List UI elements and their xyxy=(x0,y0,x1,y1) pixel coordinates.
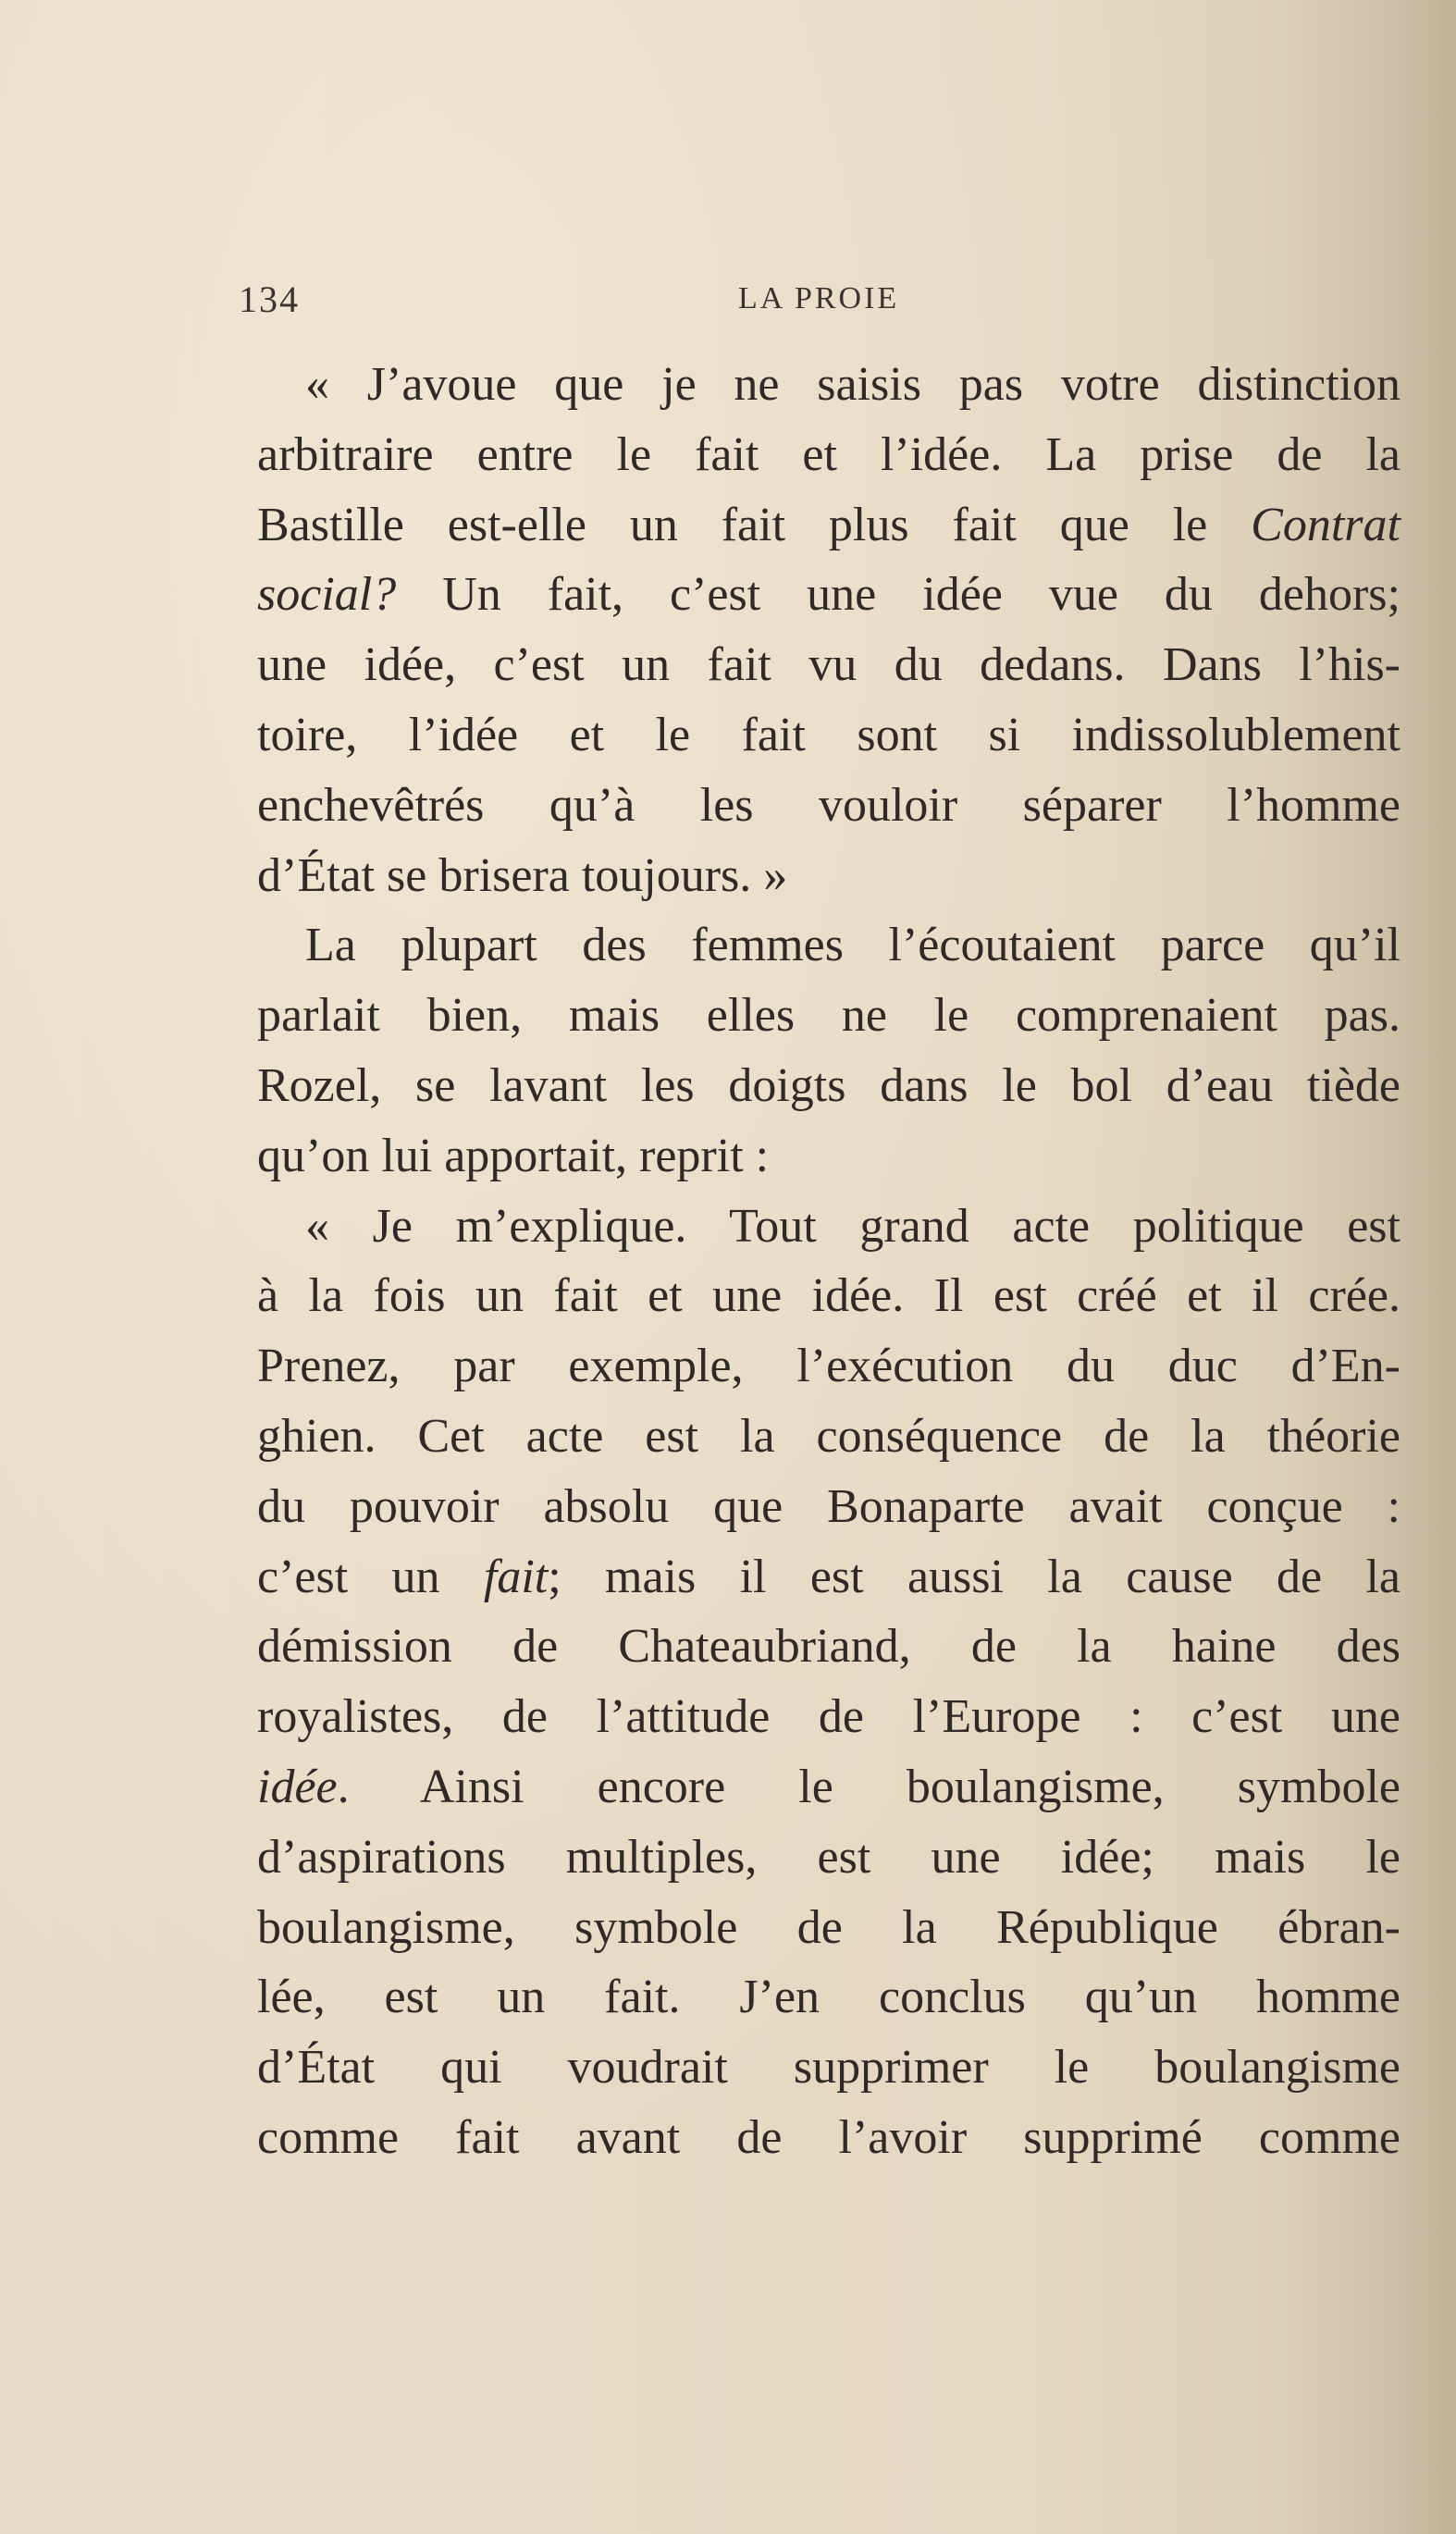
italic-word: fait xyxy=(483,1550,549,1603)
text-line: lée, est un fait. J’en conclus qu’un homme xyxy=(257,1971,1400,2024)
text-line: royalistes, de l’attitude de l’Europe : c’est une xyxy=(257,1690,1400,1744)
text-line: Rozel, se lavant les doigts dans le bol d’eau tiède xyxy=(257,1058,1400,1112)
italic-title: Contrat xyxy=(1251,498,1400,551)
text-line: social? Un fait, c’est une idée vue du dehors; xyxy=(257,568,1400,622)
running-title: LA PROIE xyxy=(738,281,900,315)
text-line: arbitraire entre le fait et l’idée. La prise de la xyxy=(257,427,1400,481)
text-line: comme fait avant de l’avoir supprimé comme xyxy=(257,2110,1400,2164)
text-line: c’est un fait; mais il est aussi la cause de la xyxy=(257,1550,1400,1603)
text-line: à la fois un fait et une idée. Il est créé et il crée. xyxy=(257,1269,1400,1323)
text-line: parlait bien, mais elles ne le comprenaient pas. xyxy=(257,989,1400,1043)
italic-title: social? xyxy=(257,568,397,622)
text-line: « J’avoue que je ne saisis pas votre distinction xyxy=(305,358,1400,411)
text-line: une idée, c’est un fait vu du dedans. Dans l’his- xyxy=(257,638,1400,692)
text-line: d’aspirations multiples, est une idée; mais le xyxy=(257,1830,1400,1884)
text-line: « Je m’explique. Tout grand acte politique est xyxy=(305,1199,1400,1253)
text-line: La plupart des femmes l’écoutaient parce qu’il xyxy=(305,919,1400,972)
text-line: d’État qui voudrait supprimer le boulangisme xyxy=(257,2041,1400,2095)
text-line: toire, l’idée et le fait sont si indissolublement xyxy=(257,708,1400,761)
text-line: Bastille est-elle un fait plus fait que le Contrat xyxy=(257,498,1400,551)
page-header xyxy=(239,278,1395,333)
text-line: idée. Ainsi encore le boulangisme, symbole xyxy=(257,1760,1400,1813)
text-line: démission de Chateaubriand, de la haine des xyxy=(257,1620,1400,1674)
text-line: ghien. Cet acte est la conséquence de la théorie xyxy=(257,1409,1400,1463)
text-line: qu’on lui apportait, reprit : xyxy=(257,1129,770,1182)
body-text xyxy=(257,350,1400,2173)
text-line: enchevêtrés qu’à les vouloir séparer l’homme xyxy=(257,778,1400,832)
text-line: Prenez, par exemple, l’exécution du duc d’En- xyxy=(257,1340,1400,1393)
italic-word: idée xyxy=(257,1760,338,1813)
text-line: du pouvoir absolu que Bonaparte avait conçue : xyxy=(257,1479,1400,1533)
page-number: 134 xyxy=(239,278,300,320)
text-line: d’État se brisera toujours. » xyxy=(257,848,788,902)
text-line: boulangisme, symbole de la République ébran- xyxy=(257,1900,1400,1954)
